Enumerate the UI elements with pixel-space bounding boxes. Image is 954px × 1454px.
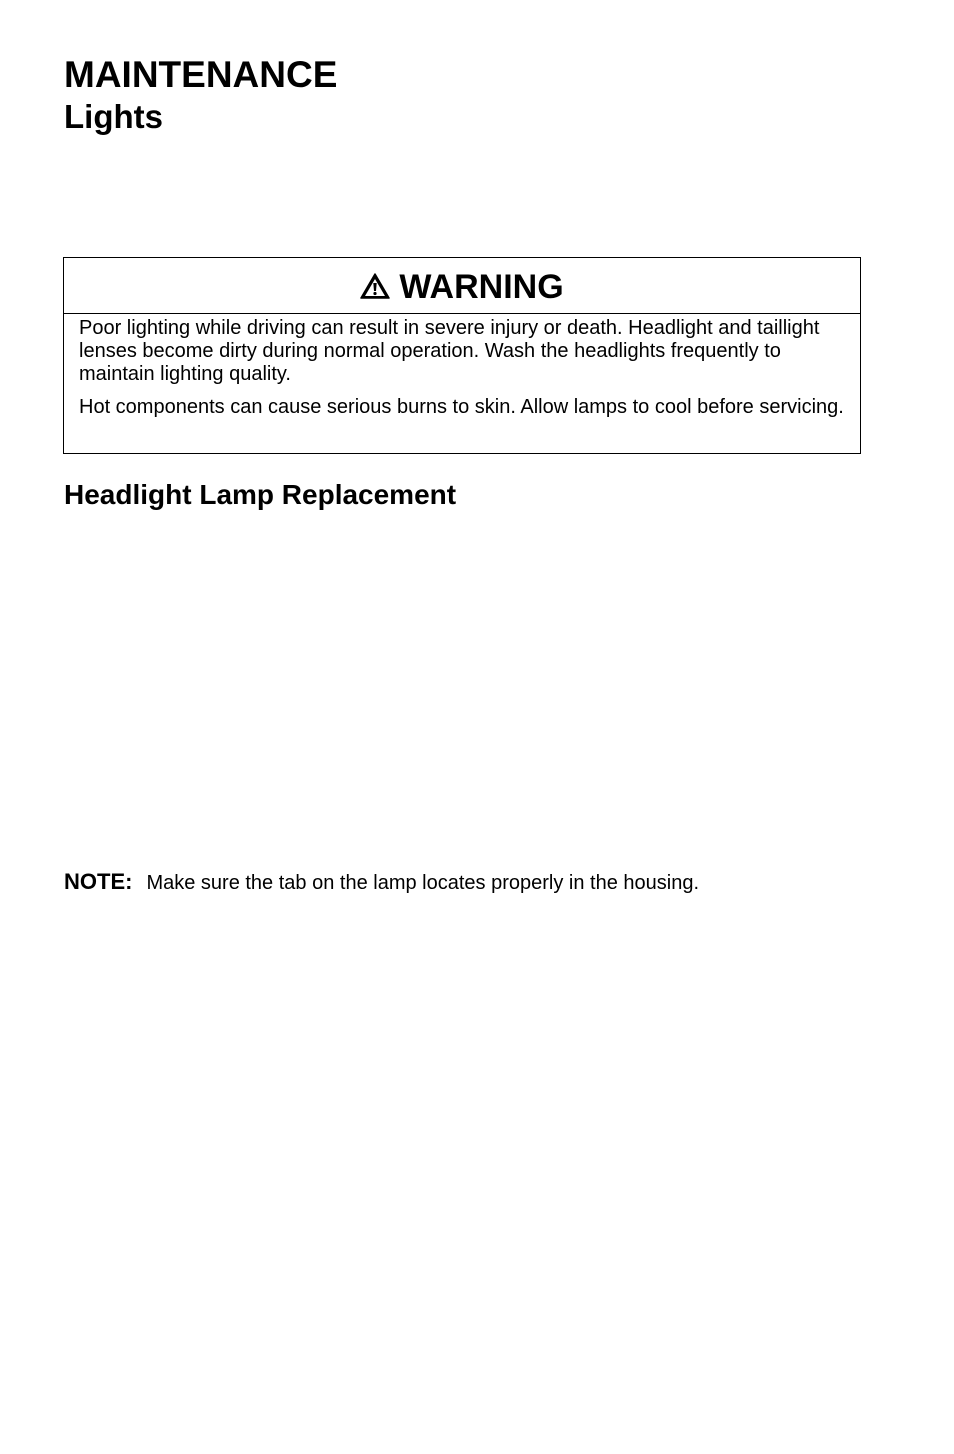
warning-triangle-icon (360, 273, 390, 299)
warning-box (63, 257, 861, 454)
warning-header (64, 258, 860, 314)
note-text: Make sure the tab on the lamp locates properly in the housing. (146, 872, 700, 894)
note (64, 868, 699, 897)
warning-paragraph: Hot components can cause serious burns to skin. Allow lamps to cool before servicing. (79, 396, 844, 418)
page-title: Lights (64, 98, 163, 135)
warning-title: WARNING (399, 267, 564, 306)
headlight-replacement-heading: Headlight Lamp Replacement (64, 479, 457, 510)
section-title: MAINTENANCE (64, 54, 338, 95)
warning-body (64, 314, 860, 419)
note-label: NOTE: (64, 869, 133, 894)
warning-paragraph: Poor lighting while driving can result in severe injury or death. Headlight and taillight lenses become dirty during normal operation. Wash the headlights frequently to maintain lighting quality. (79, 317, 820, 385)
